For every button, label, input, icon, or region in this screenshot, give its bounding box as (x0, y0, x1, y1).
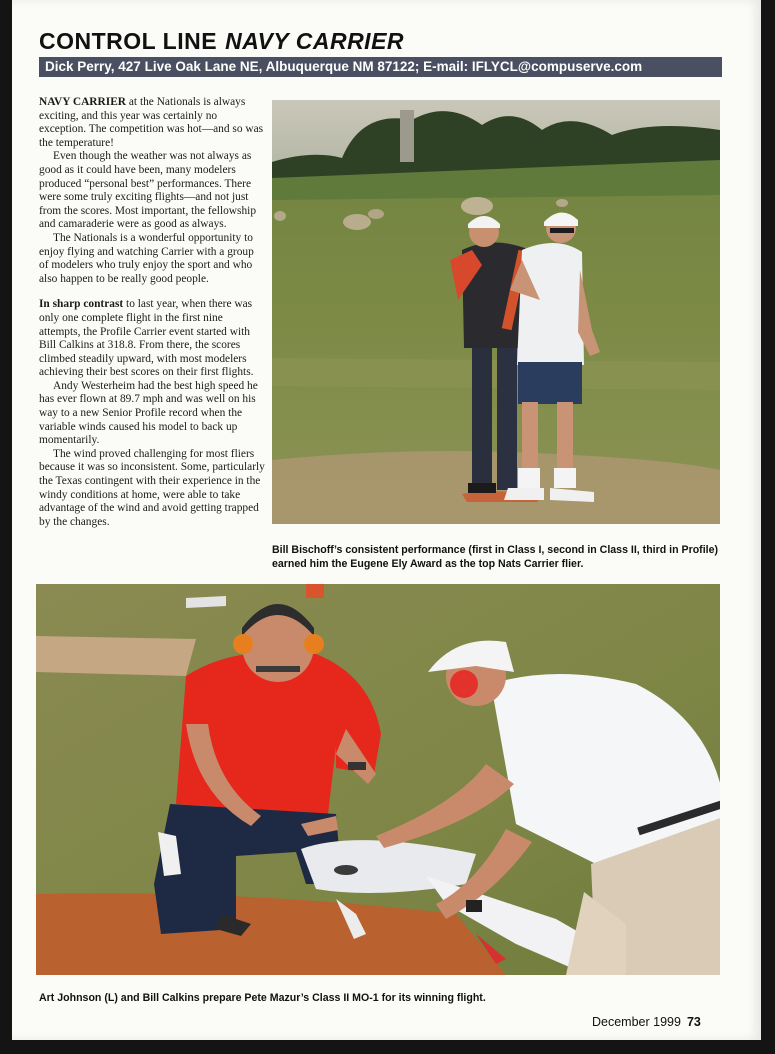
paragraph-1 (39, 96, 265, 150)
page-number: 73 (686, 1015, 701, 1029)
title-main: CONTROL LINE (39, 28, 218, 54)
magazine-page (12, 0, 761, 1040)
contact-bar: Dick Perry, 427 Live Oak Lane NE, Albuquerque NM 87122; E-mail: IFLYCL@compuserve.com (39, 57, 722, 77)
title-sub: NAVY CARRIER (225, 28, 405, 54)
paragraph-6: The wind proved challenging for most fliers because it was so inconsistent. Some, particularly the Texas contingent with their experience in the windy conditions at home, were able to take advantage of the wind and avoid getting trapped by the changes. (39, 447, 265, 528)
page-title (39, 28, 404, 55)
photo-model-prep (36, 584, 720, 975)
paragraph-text: at the Nationals is always exciting, and this year was certainly no exception. The competition was hot—and so was the temperature! (39, 96, 264, 149)
paragraph-4 (39, 298, 265, 380)
paragraph-text: to last year, when there was only one complete flight in the first nine attempts, the Profile Carrier event started with Bill Calkins at 318.8. From there, the scores climbed steadily upward, with most modelers achieving their best scores on their first flights. (39, 298, 254, 379)
paragraph-3: The Nationals is a wonderful opportunity to enjoy flying and watching Carrier with a group of modelers who truly enjoy the sport and who also happen to be really good people. (39, 231, 254, 285)
paragraph-5: Andy Westerheim had the best high speed he has ever flown at 89.7 mph and was well on his way to a new Senior Profile record when the variable winds caused his model to back up momentarily. (39, 379, 258, 447)
lead-in: NAVY CARRIER (39, 96, 127, 108)
photo-1-caption: Bill Bischoff’s consistent performance (first in Class I, second in Class II, third in Profile) earned him the Eugene Ely Award as the top Nats Carrier flier. (272, 544, 719, 570)
photo-pilots-field (272, 100, 720, 524)
photo-2-caption: Art Johnson (L) and Bill Calkins prepare Pete Mazur’s Class II MO-1 for its winning flight. (39, 992, 486, 1004)
lead-in: In sharp contrast (39, 298, 124, 311)
article-column (39, 96, 265, 529)
page-footer (592, 1015, 701, 1029)
issue-date: December 1999 (592, 1015, 681, 1029)
paragraph-2: Even though the weather was not always as good as it could have been, many modelers produced “personal best” performances. There were some truly exciting flights—and not just from the scores. Most important, the fellowship and camaraderie were as good as always. (39, 150, 257, 231)
